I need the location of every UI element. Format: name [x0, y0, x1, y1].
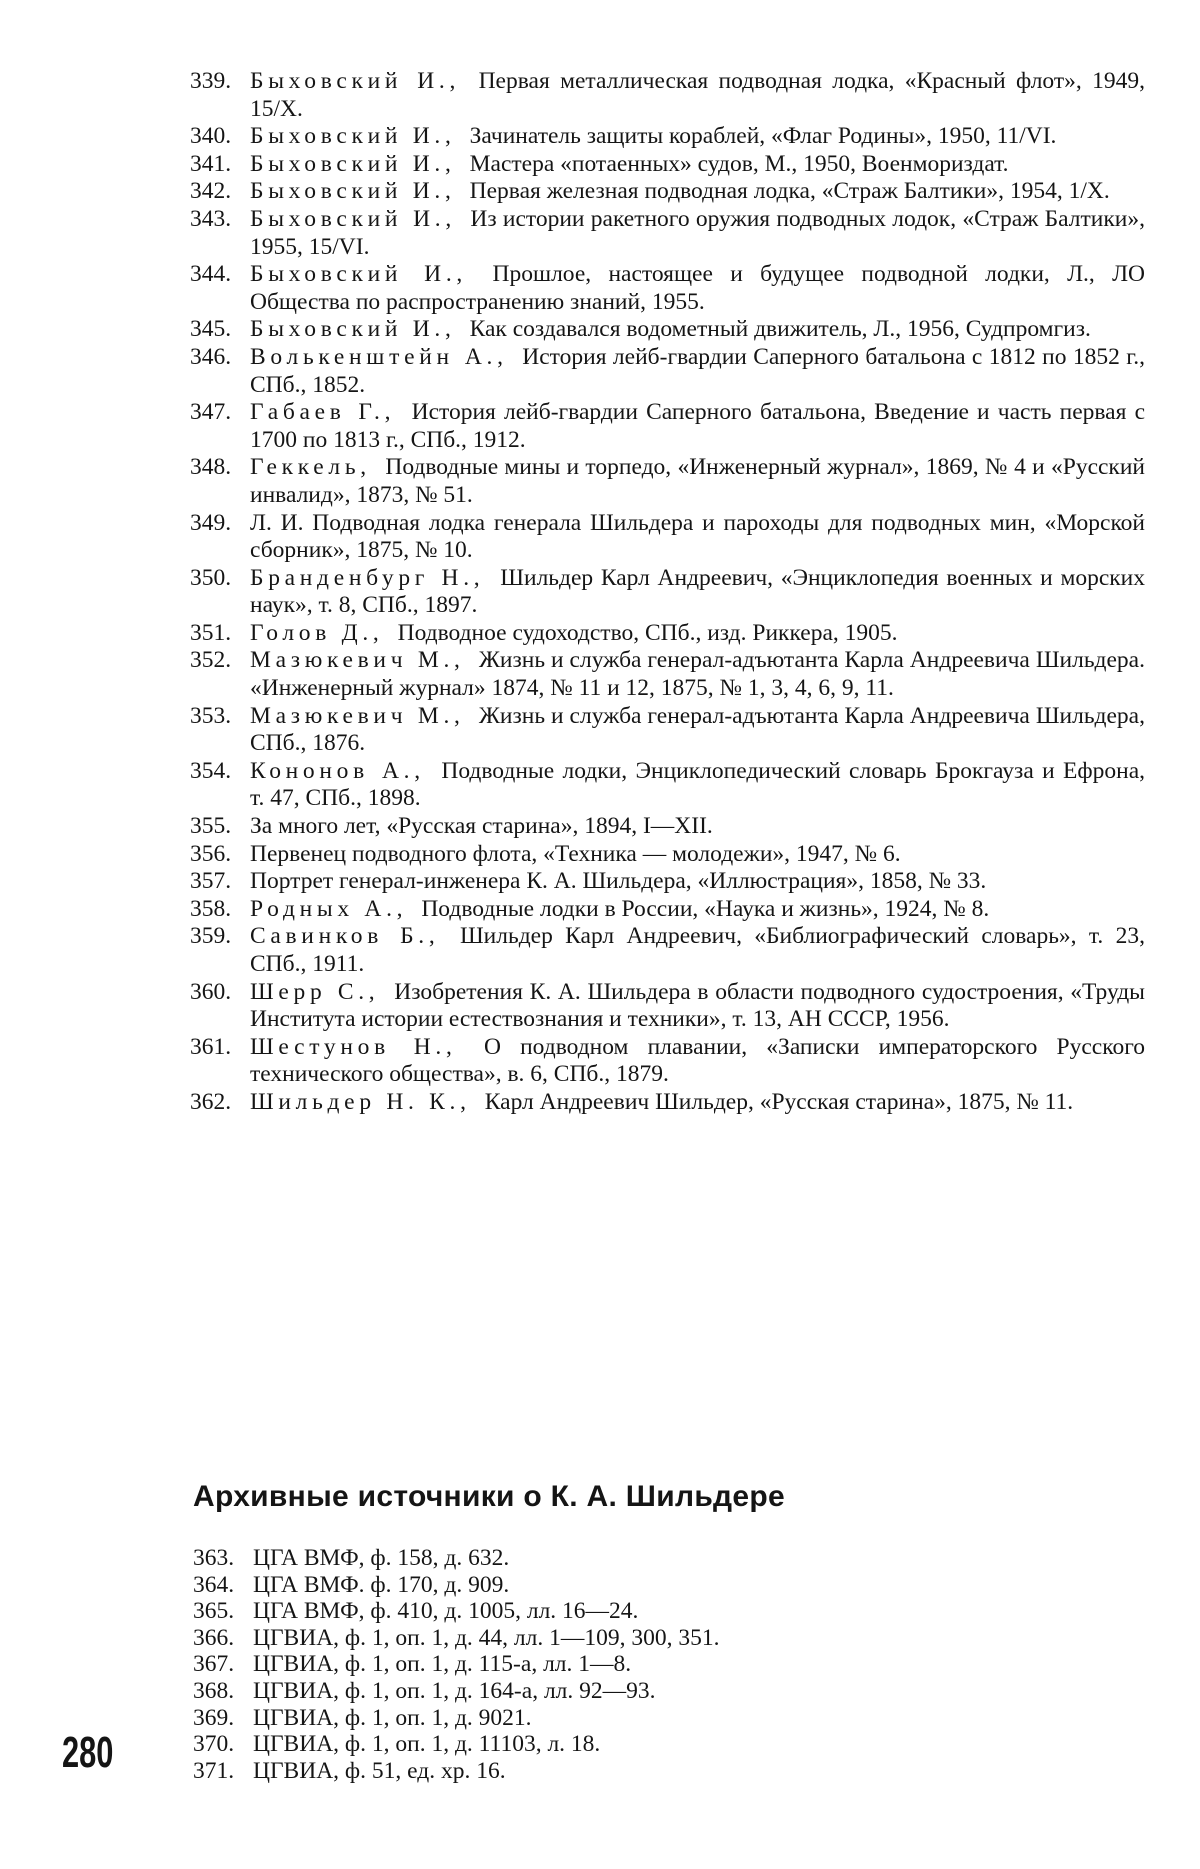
entry-number: 357. — [190, 868, 232, 895]
bibliography-entry — [190, 151, 1145, 179]
entry-number: 364. — [193, 1571, 235, 1598]
entry-text: Шильдер Карл Андреевич, «Библиографический словарь», т. 23, СПб., 1911. — [250, 923, 1145, 977]
entry-text: ЦГА ВМФ, ф. 158, д. 632. — [253, 1545, 510, 1571]
entry-author: Мазюкевич М., — [250, 647, 476, 674]
entry-author: Быховский И., — [250, 123, 467, 150]
entry-text: Жизнь и служба генерал-адъютанта Карла Андреевича Шильдера, СПб., 1876. — [250, 702, 1145, 757]
entry-number: 340. — [190, 123, 232, 150]
bibliography-entry — [190, 1034, 1145, 1089]
entry-text: Зачинатель защиты кораблей, «Флаг Родины», 1950, 11/VI. — [469, 123, 1057, 150]
section-heading: Архивные источники о К. А. Шильдере — [193, 1480, 785, 1513]
entry-number: 361. — [190, 1033, 232, 1060]
entry-text: Подводные лодки, Энциклопедический словарь Брокгауза и Ефрона, т. 47, СПб., 1898. — [250, 757, 1146, 812]
entry-text: Жизнь и служба генерал-адъютанта Карла Андреевича Шильдера. «Инженерный журнал» 1874, № 11 и 12, 1875, № 1, 3, 4, 6, 9, 11. — [250, 647, 1145, 702]
entry-author: Савинков Б., — [250, 923, 457, 950]
entry-text: Мастера «потаенных» судов, М., 1950, Военмориздат. — [469, 150, 1009, 177]
bibliography-entry — [190, 896, 1145, 924]
entry-author: Быховский И., — [250, 316, 467, 343]
entry-number: 350. — [190, 564, 232, 591]
bibliography-entry — [190, 703, 1145, 758]
bibliography-entry — [190, 316, 1145, 344]
entry-text: ЦГВИА, ф. 1, оп. 1, д. 11103, л. 18. — [253, 1731, 601, 1758]
entry-number: 352. — [190, 647, 232, 674]
entry-text: Первая металлическая подводная лодка, «Красный флот», 1949, 15/X. — [250, 68, 1145, 122]
entry-number: 346. — [190, 343, 232, 370]
entry-text: ЦГА ВМФ, ф. 410, д. 1005, лл. 16—24. — [253, 1598, 639, 1625]
entry-number: 348. — [190, 454, 232, 481]
entry-author: Голов Д., — [250, 619, 395, 646]
entry-author: Шерр С., — [250, 978, 391, 1005]
entry-number: 366. — [193, 1624, 235, 1651]
entry-text: ЦГВИА, ф. 51, ед. хр. 16. — [253, 1757, 506, 1784]
entry-text: Из истории ракетного оружия подводных лодок, «Страж Балтики», 1955, 15/VI. — [250, 205, 1145, 260]
entry-text: Портрет генерал-инженера К. А. Шильдера, «Иллюстрация», 1858, № 33. — [250, 868, 987, 895]
entry-number: 347. — [190, 399, 232, 426]
entry-number: 343. — [190, 205, 232, 232]
bibliography-entry — [190, 1089, 1145, 1117]
entry-author: Быховский И., — [250, 178, 467, 205]
entry-text: Подводные лодки в России, «Наука и жизнь», 1924, № 8. — [421, 895, 990, 922]
entry-author: Кононов А., — [250, 757, 438, 784]
entry-author: Шестунов Н., — [250, 1033, 481, 1060]
archive-entry — [193, 1705, 893, 1732]
entry-number: 341. — [190, 150, 232, 177]
entry-number: 354. — [190, 757, 232, 784]
entry-author: Геккель, — [250, 454, 382, 481]
archive-list — [193, 1545, 893, 1784]
entry-number: 344. — [190, 261, 232, 288]
bibliography-entry — [190, 813, 1145, 841]
entry-number: 363. — [193, 1545, 235, 1571]
entry-number: 370. — [193, 1731, 235, 1758]
bibliography-entry — [190, 979, 1145, 1034]
bibliography-entry — [190, 868, 1145, 896]
archive-entry — [193, 1678, 893, 1705]
entry-text: Первенец подводного флота, «Техника — молодежи», 1947, № 6. — [250, 840, 901, 867]
bibliography-entry — [190, 620, 1145, 648]
archive-entry — [193, 1758, 893, 1785]
entry-author: Быховский И., — [250, 261, 489, 288]
entry-author: Волькенштейн А., — [250, 343, 519, 370]
entry-number: 355. — [190, 813, 232, 840]
entry-number: 362. — [190, 1088, 232, 1115]
entry-number: 349. — [190, 509, 232, 536]
entry-number: 371. — [193, 1757, 235, 1784]
bibliography-entry — [190, 758, 1145, 813]
bibliography-entry — [190, 399, 1145, 454]
bibliography-entry — [190, 344, 1145, 399]
entry-text: История лейб-гвардии Саперного батальона с 1812 по 1852 г., СПб., 1852. — [250, 343, 1145, 398]
entry-number: 369. — [193, 1704, 235, 1731]
archive-entry — [193, 1598, 893, 1625]
entry-text: ЦГВИА, ф. 1, оп. 1, д. 9021. — [253, 1704, 532, 1731]
entry-text: О подводном плавании, «Записки императорского Русского технического общества», в. 6, СПб., 1879. — [250, 1033, 1145, 1088]
bibliography-entry — [190, 68, 1145, 123]
entry-text: Л. И. Подводная лодка генерала Шильдера и пароходы для подводных мин, «Морской сборник», 1875, № 10. — [250, 509, 1145, 564]
entry-number: 342. — [190, 178, 232, 205]
page-number: 280 — [62, 1728, 114, 1777]
bibliography-entry — [190, 647, 1145, 702]
entry-text: ЦГВИА, ф. 1, оп. 1, д. 115-а, лл. 1—8. — [253, 1651, 632, 1678]
bibliography-entry — [190, 178, 1145, 206]
entry-number: 358. — [190, 895, 232, 922]
entry-text: ЦГВИА, ф. 1, оп. 1, д. 44, лл. 1—109, 300, 351. — [253, 1624, 720, 1651]
entry-number: 353. — [190, 702, 232, 729]
archive-entry — [193, 1625, 893, 1652]
entry-number: 351. — [190, 619, 232, 646]
entry-text: Карл Андреевич Шильдер, «Русская старина», 1875, № 11. — [484, 1088, 1074, 1115]
entry-number: 367. — [193, 1651, 235, 1678]
archive-entry — [193, 1651, 893, 1678]
entry-text: Шильдер Карл Андреевич, «Энциклопедия военных и морских наук», т. 8, СПб., 1897. — [250, 564, 1145, 619]
entry-number: 368. — [193, 1677, 235, 1704]
entry-text: Первая железная подводная лодка, «Страж Балтики», 1954, 1/X. — [469, 178, 1110, 205]
bibliography-entry — [190, 206, 1145, 261]
entry-author: Мазюкевич М., — [250, 702, 476, 729]
entry-number: 359. — [190, 923, 232, 950]
bibliography-entry — [190, 841, 1145, 869]
entry-author: Бранденбург Н., — [250, 564, 497, 591]
entry-text: Подводные мины и торпедо, «Инженерный журнал», 1869, № 4 и «Русский инвалид», 1873, № 51. — [250, 454, 1146, 508]
entry-text: История лейб-гвардии Саперного батальона, Введение и часть первая с 1700 по 1813 г., СПб., 1912. — [250, 399, 1146, 453]
bibliography-entry — [190, 510, 1145, 565]
entry-number: 365. — [193, 1598, 235, 1625]
entry-text: Как создавался водометный движитель, Л., 1956, Судпромгиз. — [469, 316, 1091, 343]
entry-text: Подводное судоходство, СПб., изд. Риккера, 1905. — [397, 619, 898, 646]
entry-text: Прошлое, настоящее и будущее подводной лодки, Л., ЛО Общества по распространению знаний, 1955. — [250, 261, 1145, 315]
entry-text: Изобретения К. А. Шильдера в области подводного судостроения, «Труды Института истории естествознания и техники», т. 13, АН СССР, 1956. — [250, 978, 1145, 1033]
entry-number: 339. — [190, 68, 232, 94]
bibliography-entry — [190, 261, 1145, 316]
entry-author: Быховский И., — [250, 68, 476, 94]
entry-author: Габаев Г., — [250, 399, 409, 426]
entry-text: За много лет, «Русская старина», 1894, I—XII. — [250, 813, 713, 840]
entry-author: Родных А., — [250, 895, 418, 922]
entry-number: 345. — [190, 316, 232, 343]
entry-author: Быховский И., — [250, 205, 467, 232]
bibliography-list — [190, 68, 1145, 1117]
archive-entry — [193, 1545, 893, 1572]
entry-number: 360. — [190, 978, 232, 1005]
entry-text: ЦГА ВМФ. ф. 170, д. 909. — [253, 1571, 510, 1598]
archive-entry — [193, 1731, 893, 1758]
archive-entry — [193, 1572, 893, 1599]
entry-text: ЦГВИА, ф. 1, оп. 1, д. 164-а, лл. 92—93. — [253, 1677, 656, 1704]
bibliography-entry — [190, 454, 1145, 509]
bibliography-entry — [190, 923, 1145, 978]
entry-author: Шильдер Н. К., — [250, 1088, 482, 1115]
entry-author: Быховский И., — [250, 150, 467, 177]
bibliography-entry — [190, 123, 1145, 151]
entry-number: 356. — [190, 840, 232, 867]
bibliography-entry — [190, 565, 1145, 620]
